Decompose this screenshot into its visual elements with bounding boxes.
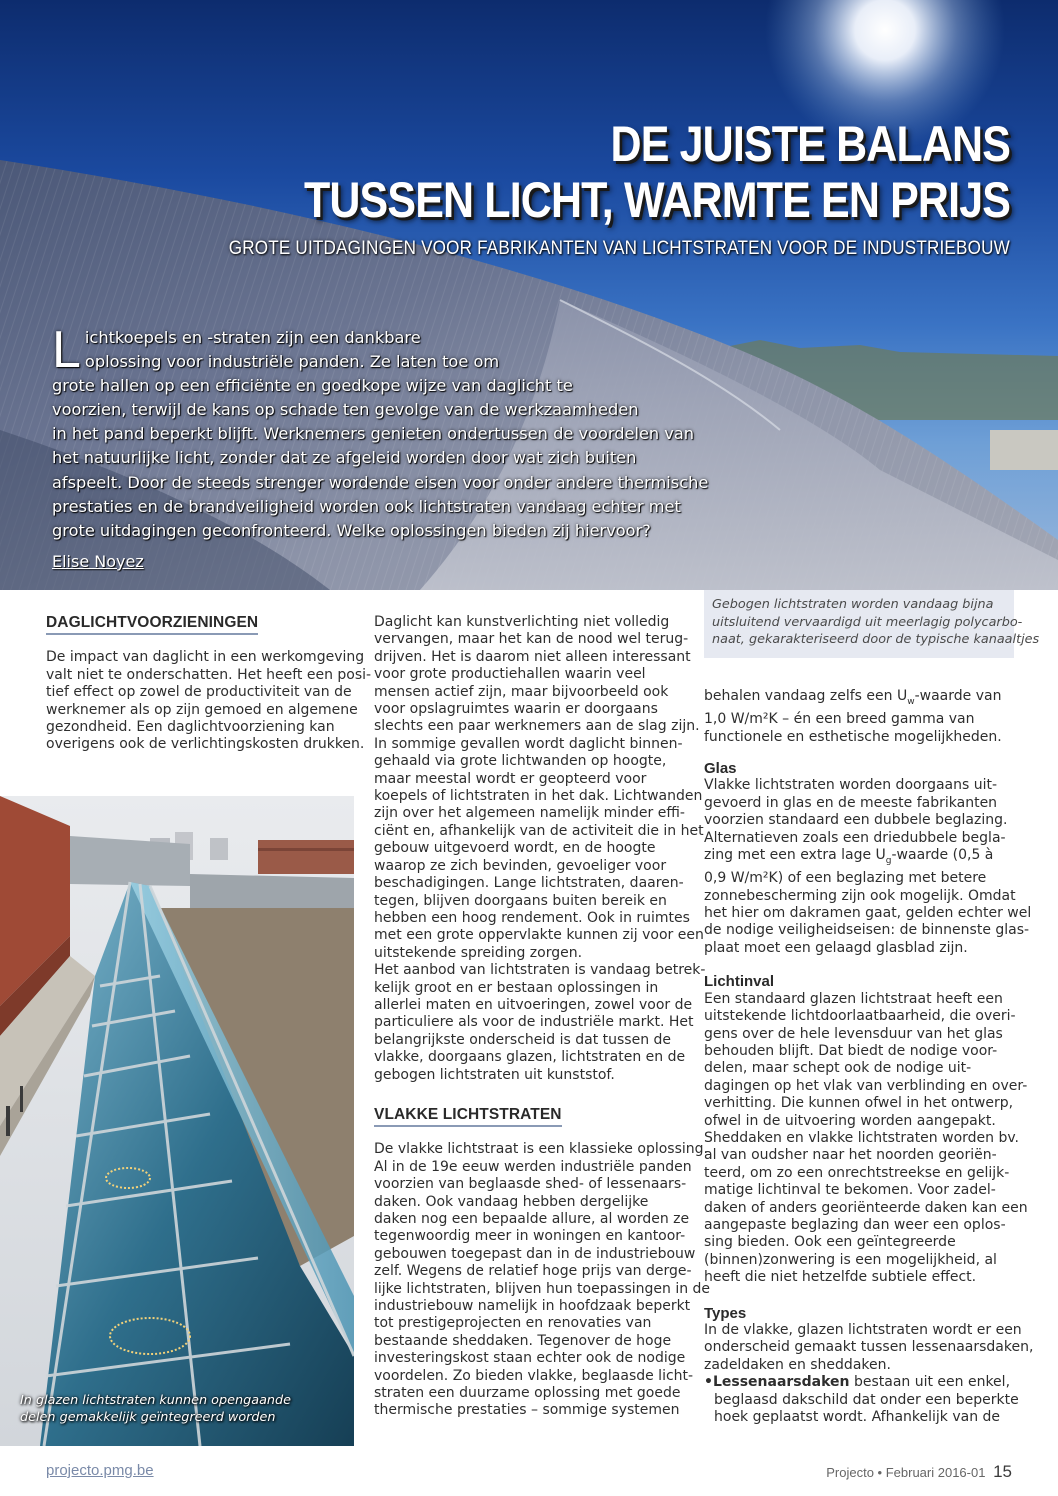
text-line: uitstekende spreiding zorgen. — [374, 944, 583, 961]
caption-line: uitsluitend vervaardigd uit meerlagig polycarbo- — [712, 614, 1023, 630]
text-line: tegen, blijven doorgaans buiten bereik en — [374, 892, 667, 909]
article-title-line-1: DE JUISTE BALANS — [610, 116, 1010, 172]
text-line: zelf. Wegens de relatief hoge prijs van derge- — [374, 1263, 692, 1280]
column-1-body — [46, 649, 372, 753]
text-line: voor opslagruimtes waarin er doorgaans — [374, 701, 658, 718]
text-line: daken nog een bepaalde allure, al worden ze — [374, 1211, 690, 1227]
skylight-photo-caption — [20, 1392, 291, 1427]
column-3-glas — [704, 777, 1032, 957]
subheading-types: Types — [704, 1304, 747, 1322]
footer-website-link[interactable]: projecto.pmg.be — [46, 1462, 154, 1479]
text-line: beglaasd dakschild dat onder een beperkte — [714, 1391, 1019, 1408]
subheading-glas: Glas — [704, 760, 737, 778]
column-3-types — [704, 1322, 1034, 1426]
text-line: beschadigingen. Lange lichtstraten, daaren- — [374, 875, 684, 892]
footer-magazine: Projecto • Februari 2016-01 — [826, 1465, 986, 1480]
text-line: ofwel in de uitvoering worden aangepakt. — [704, 1112, 996, 1129]
text-line: koepels of lichtstraten in het dak. Lichtwanden — [374, 788, 703, 805]
text-line: gebouwen toegepast dan in de industriebouw — [374, 1245, 696, 1262]
text-line: de nodige veiligheidseisen: de binnenste glas- — [704, 922, 1030, 939]
text-line: voorzien van beglaasde shed- of lessenaars- — [374, 1176, 687, 1193]
text-line: Het aanbod van lichtstraten is vandaag betrek- — [374, 962, 706, 979]
text-line: delen, maar schept ook de nodige uit- — [704, 1060, 972, 1077]
intro-line: het natuurlijke licht, zonder dat ze afgeleid worden door wat zich buiten — [52, 448, 637, 468]
text-line: aangepaste beglazing dan weer een oplos- — [704, 1216, 1006, 1233]
text-line: Daglicht kan kunstverlichting niet volledig — [374, 614, 670, 630]
text-line: tot prestigeprojecten en renovaties van — [374, 1315, 652, 1332]
bullet-item — [704, 1374, 1012, 1391]
text-line: 0,9 W/m²K) of een beglazing met betere — [704, 870, 987, 887]
caption-line: Gebogen lichtstraten worden vandaag bijna — [712, 597, 994, 612]
text-line: teerd, om zo een onrechtstreekse en gelijk- — [704, 1164, 1010, 1181]
skylight-photo-illustration — [0, 796, 354, 1446]
article-title — [304, 116, 1010, 228]
text-line: gevoerd in glas en de meeste fabrikanten — [704, 794, 998, 811]
text-line: investeringskost staan echter ook de nodige — [374, 1350, 686, 1367]
text-line: Al in de 19e eeuw werden industriële panden — [374, 1158, 692, 1175]
text-line: lijke lichtstraten, blijven hun toepassingen in de — [374, 1280, 711, 1297]
hero-section — [0, 0, 1058, 590]
column-2-para-3 — [374, 1141, 711, 1420]
text-line: particuliere als voor de industriële markt. Het — [374, 1014, 694, 1031]
intro-line: voorzien, terwijl de kans op schade ten gevolge van de werkzaamheden — [52, 400, 639, 420]
text-line: voorzien standaard een dubbele beglazing. — [704, 812, 1008, 829]
bullet-term: Lessenaarsdaken — [712, 1374, 850, 1391]
text-line: hoek geplaatst wordt. Afhankelijk van de — [714, 1409, 1001, 1426]
text-line: Een standaard glazen lichtstraat heeft een — [704, 990, 1003, 1007]
column-2 — [374, 614, 711, 1420]
footer-issue — [826, 1462, 1012, 1482]
text-line: drijven. Het is daarom niet alleen interessant — [374, 648, 691, 665]
text-line: sing bieden. Ook een geïntegreerde — [704, 1234, 956, 1251]
caption-line: naat, gekarakteriseerd door de typische kanaaltjes — [712, 632, 1040, 648]
article-title-line-2: TUSSEN LICHT, WARMTE EN PRIJS — [303, 172, 1010, 228]
subscript-g: g — [885, 855, 892, 866]
text-line: matige lichtinval te bekomen. Voor zadel- — [704, 1182, 996, 1199]
text-line: zadeldaken en sheddaken. — [704, 1356, 891, 1373]
text-line: maar meestal wordt er geopteerd voor — [374, 770, 647, 787]
text-fragment: bestaan uit een enkel, — [849, 1374, 1011, 1391]
column-2-para-1 — [374, 614, 704, 962]
intro-paragraph — [52, 321, 709, 543]
page-number: 15 — [993, 1462, 1012, 1481]
text-line: zonnebescherming zijn ook mogelijk. Omdat — [704, 887, 1016, 904]
author-link[interactable]: Elise Noyez — [52, 552, 144, 571]
intro-line: prestaties en de brandveiligheid worden ook lichtstraten vandaag echter met — [52, 496, 681, 516]
text-line: verhitting. Die kunnen ofwel in het ontwerp, — [704, 1095, 1014, 1112]
intro-line: grote hallen op een efficiënte en goedkope wijze van daglicht te — [52, 376, 573, 396]
skylight-photo — [0, 796, 354, 1446]
text-line: al van oudsher naar het noorden georiën- — [704, 1147, 997, 1164]
column-3-lichtinval — [704, 990, 1028, 1287]
text-line: uitstekende lichtdoorlaatbaarheid, die overi- — [704, 1008, 1016, 1025]
text-line: het hier om dakramen gaat, gelden echter wel — [704, 905, 1032, 922]
text-line: functionele en esthetische mogelijkheden. — [704, 728, 1002, 745]
text-line: slechts een paar werknemers aan de slag zijn. — [374, 718, 700, 735]
text-line: mensen actief zijn, maar bijvoorbeeld ook — [374, 683, 669, 700]
drop-cap: L — [52, 321, 81, 379]
text-line: plaat moet een gelaagd glasblad zijn. — [704, 939, 968, 956]
text-line: vlakke, doorgaans glazen, lichtstraten en de — [374, 1049, 686, 1066]
text-line: onderscheid gemaakt tussen lessenaarsdaken, — [704, 1339, 1034, 1356]
text-line: voordelen. Zo bieden vlakke, beglaasde licht- — [374, 1367, 694, 1384]
section-heading-daglicht: DAGLICHTVOORZIENINGEN — [46, 614, 258, 635]
text-line: industriebouw namelijk in hoofdzaak beperkt — [374, 1298, 691, 1315]
text-line: gebogen lichtstraten uit kunststof. — [374, 1066, 615, 1083]
text-line: (binnen)zonwering is een mogelijkheid, al — [704, 1251, 997, 1268]
text-line: De vlakke lichtstraat is een klassieke oplossing. — [374, 1141, 708, 1158]
text-line: Alternatieven zoals een driedubbele begla- — [704, 829, 1006, 846]
text-line: gezondheid. Een daglichtvoorziening kan — [46, 719, 335, 736]
section-heading-vlakke: VLAKKE LICHTSTRATEN — [374, 1106, 562, 1127]
text-line: kelijk groot en er bestaan oplossingen in — [374, 979, 659, 996]
column-3 — [704, 688, 1034, 1426]
text-line: overigens ook de verlichtingskosten drukken. — [46, 736, 365, 753]
text-fragment: -waarde van — [914, 688, 1002, 704]
caption-line: In glazen lichtstraten kunnen opengaande — [20, 1393, 292, 1408]
text-line: heeft die niet hetzelfde subtiele effect. — [704, 1269, 977, 1286]
text-line: tief effect op zowel de productiviteit van de — [46, 684, 352, 701]
text-fragment: behalen vandaag zelfs een U — [704, 688, 908, 704]
text-line: vervangen, maar het kan de nood wel terug- — [374, 631, 689, 648]
text-line: daken of anders georiënteerde daken kan een — [704, 1199, 1028, 1216]
text-line: gebouw uitgevoerd wordt, en de hoogte — [374, 840, 656, 857]
text-line: belangrijkste onderscheid is dat tussen de — [374, 1031, 672, 1048]
intro-line: in het pand beperkt blijft. Werknemers genieten ondertussen de voordelen van — [52, 424, 695, 444]
column-1 — [46, 614, 372, 754]
text-line: valt niet te onderschatten. Het heeft een posi- — [46, 666, 372, 683]
intro-line: ichtkoepels en -straten zijn een dankbare — [84, 328, 421, 347]
subheading-lichtinval: Lichtinval — [704, 973, 775, 991]
text-line: 1,0 W/m²K – én een breed gamma van — [704, 711, 975, 728]
text-line: waarop ze zich bevinden, gevoeliger voor — [374, 857, 667, 874]
text-line: In sommige gevallen wordt daglicht binnen- — [374, 735, 683, 752]
article-subtitle: GROTE UITDAGINGEN VOOR FABRIKANTEN VAN LICHTSTRATEN VOOR DE INDUSTRIEBOUW — [228, 238, 1010, 259]
text-line: De impact van daglicht in een werkomgeving — [46, 649, 365, 666]
bullet-icon: • — [704, 1374, 713, 1391]
text-line: thermische prestaties – sommige systemen — [374, 1402, 680, 1419]
column-2-para-2 — [374, 962, 706, 1084]
text-line: tegenwoordig meer in woningen en kantoor- — [374, 1228, 686, 1245]
text-line: Vlakke lichtstraten worden doorgaans uit- — [704, 777, 998, 794]
intro-line: oplossing voor industriële panden. Ze laten toe om — [84, 352, 500, 372]
text-line: gehaald via grote lichtwanden op hoogte, — [374, 753, 667, 770]
text-line: daken. Ook vandaag hebben dergelijke — [374, 1193, 649, 1210]
text-line: voor grote productiehallen waarin veel — [374, 666, 646, 683]
intro-line: afspeelt. Door de steeds strenger wordende eisen voor onder andere thermische — [52, 472, 709, 492]
text-line: ciënt en, afhankelijk van de activiteit die in het — [374, 822, 704, 839]
text-line: Sheddaken en vlakke lichtstraten worden bv. — [704, 1129, 1020, 1146]
column-3-para-1 — [704, 688, 1012, 746]
text-line: werknemer als op zijn gemoed en algemene — [46, 701, 358, 718]
text-line: allerlei maten en uitvoeringen, zowel voor de — [374, 996, 693, 1013]
text-line: zijn over het algemeen namelijk minder effi- — [374, 805, 685, 822]
caption-line: delen gemakkelijk geïntegreerd worden — [20, 1410, 276, 1426]
curved-skylight-caption — [704, 590, 1040, 658]
text-fragment: zing met een extra lage U — [704, 847, 886, 864]
text-line: gens over de hele levensduur van het glas — [704, 1025, 1003, 1042]
text-line — [704, 847, 1012, 870]
text-line: dagingen op het vlak van verblinding en over- — [704, 1077, 1028, 1094]
subscript-w: w — [907, 696, 915, 707]
text-line: behouden blijft. Dat biedt de nodige voor- — [704, 1042, 998, 1059]
text-line: In de vlakke, glazen lichtstraten wordt er een — [704, 1322, 1022, 1338]
text-line — [704, 688, 1012, 711]
text-line: bestaande sheddaken. Tegenover de hoge — [374, 1332, 672, 1349]
text-line: met een grote oppervlakte kunnen zij voor een — [374, 927, 704, 944]
intro-line: grote uitdagingen geconfronteerd. Welke oplossingen bieden zij hiervoor? — [52, 520, 651, 540]
text-line: straten een duurzame oplossing met goede — [374, 1385, 681, 1402]
text-fragment: -waarde (0,5 à — [891, 847, 994, 864]
text-line: hebben een hoog rendement. Ook in ruimtes — [374, 909, 690, 926]
